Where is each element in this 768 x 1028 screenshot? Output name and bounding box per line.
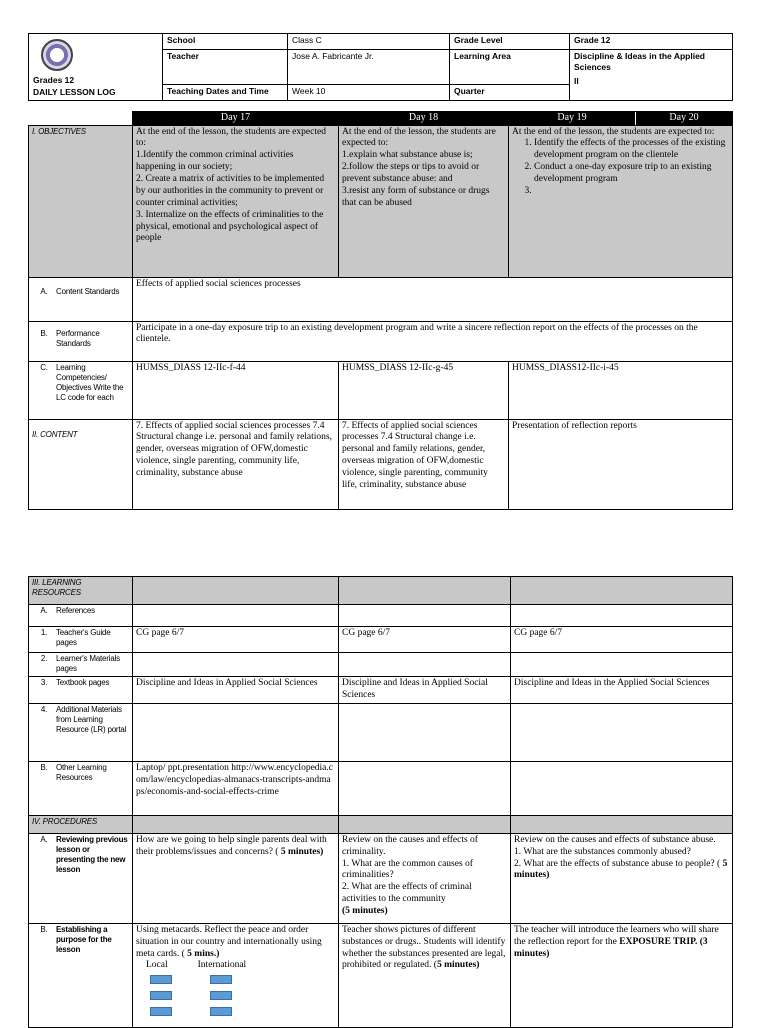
day17-header: Day 17: [133, 112, 339, 126]
content-standards-value: Effects of applied social sciences processes: [133, 277, 733, 321]
references-label: A. References: [29, 605, 133, 627]
resources-label: III. LEARNING RESOURCES: [29, 577, 133, 605]
learners-materials-label: 2. Learner's Materials pages: [29, 653, 133, 677]
dates-label: Teaching Dates and Time: [163, 84, 288, 100]
competencies-label: C. Learning Competencies/ Objectives Write the LC code for each: [29, 361, 133, 419]
performance-standards-label: B. Performance Standards: [29, 321, 133, 361]
establishing-label: B. Establishing a purpose for the lesson: [29, 923, 133, 1027]
teachers-guide-label: 1. Teacher's Guide pages: [29, 627, 133, 653]
objectives-day18-intro: At the end of the lesson, the students are expected to:: [342, 126, 496, 149]
lesson-table-1: [28, 111, 733, 510]
reviewing-day18: Review on the causes and effects of criminality. 1. What are the common causes of criminalities? 2. What are the effects of criminal activities to the community (5 minutes): [339, 833, 511, 923]
competencies-day19: HUMSS_DIASS12-IIc-i-45: [509, 361, 733, 419]
establishing-day19: The teacher will introduce the learners who will share the reflection report for the EXPOSURE TRIP. (3 minutes): [511, 923, 733, 1027]
reviewing-label: A. Reviewing previous lesson or presenting the new lesson: [29, 833, 133, 923]
dates-value: Week 10: [288, 84, 450, 100]
metacard-local-1: [150, 975, 172, 984]
content-day19: Presentation of reflection reports: [509, 419, 733, 509]
content-standards-label: A. Content Standards: [29, 277, 133, 321]
objectives-day17-intro: At the end of the lesson, the students are expected to:: [136, 126, 326, 149]
content-day17: 7. Effects of applied social sciences processes 7.4 Structural change i.e. personal and family relations, gender, overseas migration of OFW,domestic violence, single parenting, community life, criminality, substance abuse: [133, 419, 339, 509]
metacard-local-3: [150, 1007, 172, 1016]
lesson-table-2: [28, 576, 733, 1028]
objectives-day17: [133, 125, 339, 277]
deped-seal-icon: [41, 39, 73, 71]
objectives-day18-item2: 2.follow the steps or tips to avoid or prevent substance abuse: and: [342, 162, 480, 184]
objectives-day18-item3: 3.resist any form of substance or drugs that can be abused: [342, 185, 490, 208]
teachers-guide-day17: CG page 6/7: [133, 627, 339, 653]
objectives-day17-item2: 2. Create a matrix of activities to be implemented by our authorities in the community to prevent or counter criminal activities;: [136, 174, 325, 208]
metacard-local-2: [150, 991, 172, 1000]
international-label: International: [197, 960, 247, 971]
objectives-day17-item1: 1.Identify the common criminal activities happening in our society;: [136, 150, 294, 173]
textbook-day18: Discipline and Ideas in Applied Social Sciences: [339, 677, 511, 704]
metacard-international-2: [210, 991, 232, 1000]
local-label: Local: [146, 960, 168, 971]
content-label: II. CONTENT: [29, 419, 133, 509]
metacard-grid: [150, 975, 335, 1016]
header-table: [28, 33, 733, 101]
teachers-guide-day19: CG page 6/7: [511, 627, 733, 653]
day19-header: Day 19: [557, 112, 587, 123]
objectives-day18-item1: 1.explain what substance abuse is;: [342, 150, 473, 161]
logo-cell: [29, 34, 163, 101]
grade-level-value: Grade 12: [570, 34, 733, 50]
quarter-value: II: [574, 76, 579, 86]
procedures-label: IV. PROCEDURES: [29, 815, 133, 833]
competencies-day18: HUMSS_DIASS 12-IIc-g-45: [339, 361, 509, 419]
objectives-day19-item1: 1. Identify the effects of the processes of the existing development program on the clientele: [534, 138, 729, 162]
establishing-day18: Teacher shows pictures of different substances or drugs.. Students will identify whether the substances presented are legal, prohibited or regulated. (5 minutes): [339, 923, 511, 1027]
objectives-day18: [339, 125, 509, 277]
learning-area-value: Discipline & Ideas in the Applied Sciences: [570, 50, 733, 101]
learning-area-label: Learning Area: [450, 50, 570, 85]
school-value: Class C: [288, 34, 450, 50]
logo-title: [33, 75, 116, 99]
objectives-day19: [509, 125, 733, 277]
school-label: School: [163, 34, 288, 50]
teacher-value: Jose A. Fabricante Jr.: [288, 50, 450, 85]
quarter-label: Quarter: [450, 84, 570, 100]
teacher-label: Teacher: [163, 50, 288, 85]
textbook-day19: Discipline and Ideas in the Applied Social Sciences: [511, 677, 733, 704]
objectives-day19-item3: [534, 186, 729, 198]
objectives-day19-item2: 2. Conduct a one-day exposure trip to an existing development program: [534, 162, 729, 186]
logo-line1: Grades 12: [33, 75, 75, 85]
grade-level-label: Grade Level: [450, 34, 570, 50]
objectives-day19-list: [512, 138, 729, 197]
performance-standards-value: Participate in a one-day exposure trip to an existing development program and write a sincere reflection report on the effects of the processes on the clientele.: [133, 321, 733, 361]
objectives-day19-intro: At the end of the lesson, the students are expected to:: [512, 126, 715, 137]
textbook-day17: Discipline and Ideas in Applied Social Sciences: [133, 677, 339, 704]
day18-header: Day 18: [339, 112, 509, 126]
teachers-guide-day18: CG page 6/7: [339, 627, 511, 653]
establishing-day17: Using metacards. Reflect the peace and order situation in our country and internationally using meta cards. ( 5 mins.) Local International: [133, 923, 339, 1027]
day19-20-header: [509, 112, 733, 126]
other-resources-label: B. Other Learning Resources: [29, 761, 133, 815]
reviewing-day19: Review on the causes and effects of substance abuse. 1. What are the substances commonly abused? 2. What are the effects of substance abuse to people? ( 5 minutes): [511, 833, 733, 923]
content-day18: 7. Effects of applied social sciences processes 7.4 Structural change i.e. personal and family relations, gender, overseas migration of OFW,domestic violence, single parenting, community life, criminality, substance abuse: [339, 419, 509, 509]
metacard-international-1: [210, 975, 232, 984]
additional-materials-label: 4. Additional Materials from Learning Resource (LR) portal: [29, 703, 133, 761]
day20-header: Day 20: [669, 112, 699, 123]
logo-line2: DAILY LESSON LOG: [33, 86, 116, 97]
competencies-day17: HUMSS_DIASS 12-IIc-f-44: [133, 361, 339, 419]
metacard-headings: [146, 960, 335, 972]
objectives-day17-item3: 3. Internalize on the effects of criminalities to the physical, emotional and psychological aspect of people: [136, 209, 324, 244]
other-resources-day17: Laptop/ ppt.presentation http://www.encyclopedia.com/law/encyclopedias-almanacs-transcripts-andmaps/economis-and-social-effects-crime: [133, 761, 339, 815]
reviewing-day17: How are we going to help single parents deal with their problems/issues and concerns? ( 5 minutes): [133, 833, 339, 923]
metacard-international-3: [210, 1007, 232, 1016]
textbook-label: 3. Textbook pages: [29, 677, 133, 704]
objectives-label: I. OBJECTIVES: [29, 125, 133, 277]
